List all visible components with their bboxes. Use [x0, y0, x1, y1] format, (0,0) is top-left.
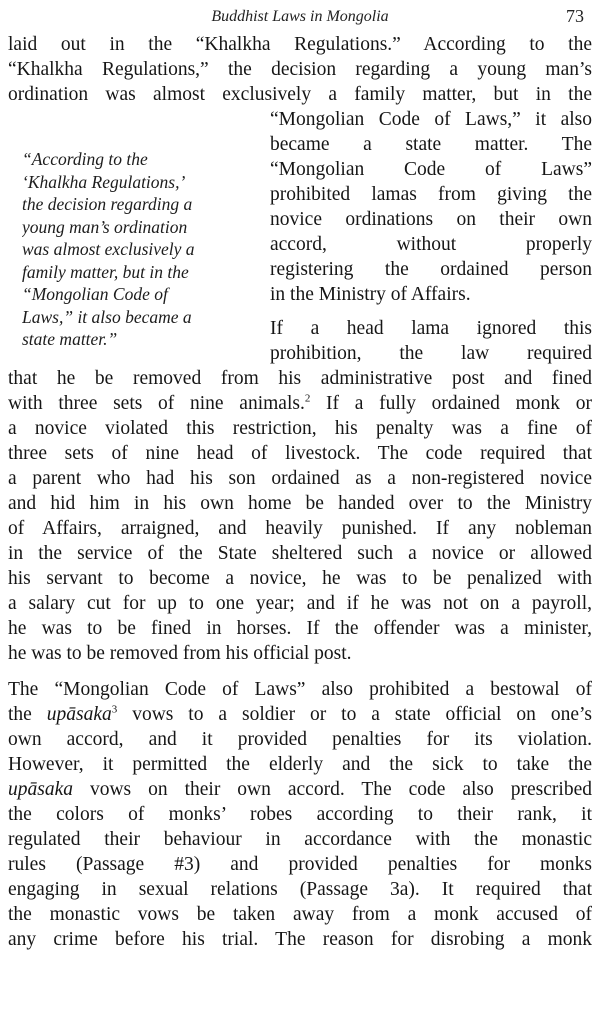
text-line: the colors of monks’ robes according to their rank, it	[8, 804, 592, 825]
text-line: engaging in sexual relations (Passage 3a). It required that	[8, 879, 592, 900]
text-line	[8, 391, 592, 416]
pull-quote-line: was almost exclusively a	[22, 239, 195, 259]
pull-quote-line: state matter.”	[22, 329, 118, 349]
text-segment: with three sets of nine animals.	[8, 393, 305, 414]
text-line: his servant to become a novice, he was to be penalized with	[8, 568, 592, 589]
page-number: 73	[566, 6, 584, 26]
text-line: three sets of nine head of livestock. The code required that	[8, 443, 592, 464]
pull-quote-line: ‘Khalkha Regulations,’	[22, 171, 186, 192]
footnote-marker: 2	[304, 392, 311, 405]
pull-quote-line: the decision regarding a	[22, 194, 193, 214]
footnote-marker: 3	[111, 703, 118, 716]
text-line: a parent who had his son ordained as a non-registered novice	[8, 468, 592, 489]
text-segment: the	[8, 704, 47, 725]
text-line: However, it permitted the elderly and the sick to take the	[8, 754, 592, 775]
text-line	[8, 777, 592, 802]
text-line: The “Mongolian Code of Laws” also prohibited a bestowal of	[8, 679, 592, 700]
text-line: prohibited lamas from giving the	[270, 184, 592, 205]
text-line: the monastic vows be taken away from a monk accused of	[8, 904, 592, 925]
text-segment: vows to a soldier or to a state official on one’s	[117, 704, 592, 725]
text-line: prohibition, the law required	[270, 343, 592, 364]
text-line: became a state matter. The	[270, 134, 592, 155]
text-line: “Mongolian Code of Laws,” it also	[270, 109, 592, 130]
pull-quote-line: Laws,” it also became a	[22, 306, 192, 327]
upasaka-term: upāsaka	[46, 704, 112, 725]
text-line: rules (Passage #3) and provided penalties for monks	[8, 854, 592, 875]
text-line: registering the ordained person	[270, 259, 592, 280]
text-line: “Khalkha Regulations,” the decision regarding a young man’s	[8, 59, 592, 80]
paragraph-gap	[8, 666, 592, 677]
text-line: a novice violated this restriction, his penalty was a fine of	[8, 418, 592, 439]
pull-quote-line: young man’s ordination	[22, 216, 188, 237]
pull-quote-line: family matter, but in the	[22, 261, 189, 282]
text-line: in the Ministry of Affairs.	[270, 284, 471, 305]
text-line: “Mongolian Code of Laws”	[270, 159, 592, 180]
text-line: accord, without properly	[270, 234, 592, 255]
text-line: in the service of the State sheltered such a novice or allowed	[8, 543, 592, 564]
text-line: regulated their behaviour in accordance with the monastic	[8, 829, 592, 850]
text-line: a salary cut for up to one year; and if he was not on a payroll,	[8, 593, 592, 614]
text-line: of Affairs, arraigned, and heavily punished. If any nobleman	[8, 518, 592, 539]
running-title: Buddhist Laws in Mongolia	[211, 8, 389, 25]
text-line: If a head lama ignored this	[270, 318, 592, 339]
paragraph-gap	[8, 307, 592, 316]
text-line: he was to be fined in horses. If the offender was a minister,	[8, 618, 592, 639]
text-line: novice ordinations on their own	[270, 209, 592, 230]
text-line: laid out in the “Khalkha Regulations.” According to the	[8, 34, 592, 55]
text-line: any crime before his trial. The reason for disrobing a monk	[8, 929, 592, 950]
page-header	[0, 6, 600, 30]
text-segment: If a fully ordained monk or	[310, 393, 592, 414]
text-segment: vows on their own accord. The code also prescribed	[73, 779, 592, 800]
text-line: ordination was almost exclusively a family matter, but in the	[8, 84, 592, 105]
pull-quote-line: “According to the	[22, 149, 148, 169]
text-line: that he be removed from his administrative post and fined	[8, 368, 592, 389]
text-line: and hid him in his own home be handed over to the Ministry	[8, 493, 592, 514]
pull-quote-line: “Mongolian Code of	[22, 284, 168, 304]
text-line: he was to be removed from his official post.	[8, 643, 352, 664]
text-line: own accord, and it provided penalties for its violation.	[8, 729, 592, 750]
upasaka-term: upāsaka	[8, 779, 73, 800]
text-line	[8, 702, 592, 727]
body-text	[8, 32, 592, 952]
